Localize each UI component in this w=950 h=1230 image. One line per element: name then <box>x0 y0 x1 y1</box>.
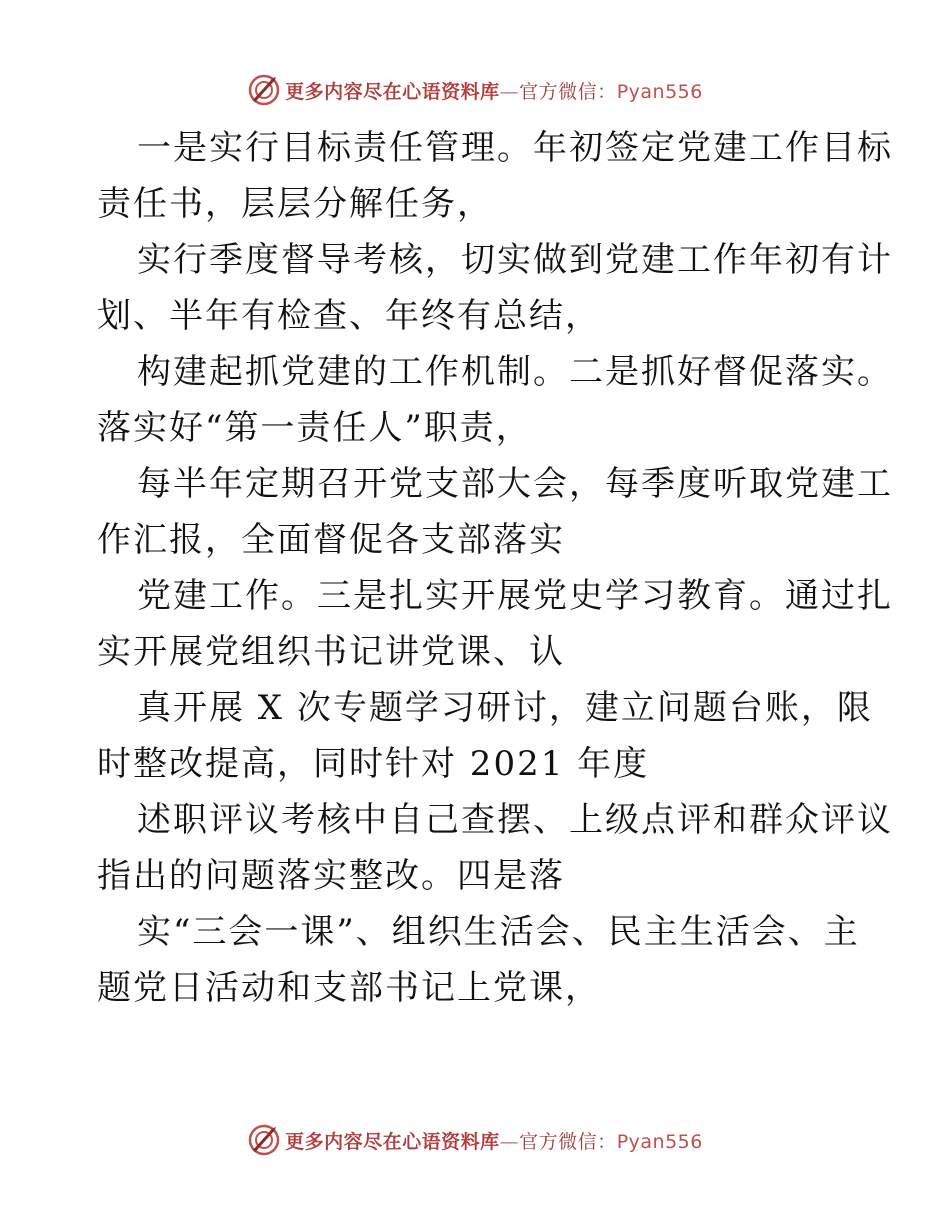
paragraph-5 <box>97 568 893 680</box>
document-body <box>97 120 893 1016</box>
watermark-brand: 更多内容尽在心语资料库 <box>285 1130 500 1153</box>
paragraph-line: 责任书，层层分解任务， <box>97 184 493 224</box>
paragraph-8 <box>97 904 860 1016</box>
paragraph-line: 时整改提高，同时针对 2021 年度 <box>97 744 650 784</box>
watermark-id: Pyan556 <box>616 1130 703 1153</box>
logo-icon <box>247 1123 281 1157</box>
paragraph-7 <box>97 792 893 904</box>
paragraph-1 <box>97 120 893 232</box>
paragraph-line: 每半年定期召开党支部大会，每季度听取党建工 <box>137 464 893 504</box>
paragraph-line: 划、半年有检查、年终有总结， <box>97 296 601 336</box>
paragraph-line: 实行季度督导考核，切实做到党建工作年初有计 <box>137 240 893 280</box>
watermark-separator: — <box>499 80 520 103</box>
watermark-text <box>285 1127 703 1154</box>
logo-icon <box>247 73 281 107</box>
paragraph-line: 实开展党组织书记讲党课、认 <box>97 632 565 672</box>
paragraph-line: 真开展 X 次专题学习研讨，建立问题台账，限 <box>137 688 873 728</box>
paragraph-line: 党建工作。三是扎实开展党史学习教育。通过扎 <box>137 576 893 616</box>
paragraph-6 <box>97 680 873 792</box>
paragraph-line: 题党日活动和支部书记上党课， <box>97 968 601 1008</box>
paragraph-line: 述职评议考核中自己查摆、上级点评和群众评议 <box>137 800 893 840</box>
paragraph-line: 构建起抓党建的工作机制。二是抓好督促落实。 <box>137 352 893 392</box>
watermark-separator: — <box>499 1130 520 1153</box>
paragraph-2 <box>97 232 893 344</box>
paragraph-line: 指出的问题落实整改。四是落 <box>97 856 565 896</box>
footer-watermark <box>0 1120 950 1160</box>
watermark-official: 官方微信： <box>519 1130 617 1153</box>
paragraph-line: 落实好“第一责任人”职责， <box>97 408 532 448</box>
paragraph-line: 作汇报，全面督促各支部落实 <box>97 520 565 560</box>
watermark-id: Pyan556 <box>616 80 703 103</box>
header-watermark <box>0 70 950 110</box>
paragraph-line: 一是实行目标责任管理。年初签定党建工作目标 <box>137 128 893 168</box>
paragraph-4 <box>97 456 893 568</box>
watermark-brand: 更多内容尽在心语资料库 <box>285 80 500 103</box>
watermark-official: 官方微信： <box>519 80 617 103</box>
paragraph-3 <box>97 344 893 456</box>
watermark-text <box>285 77 703 104</box>
paragraph-line: 实“三会一课”、组织生活会、民主生活会、主 <box>137 912 860 952</box>
